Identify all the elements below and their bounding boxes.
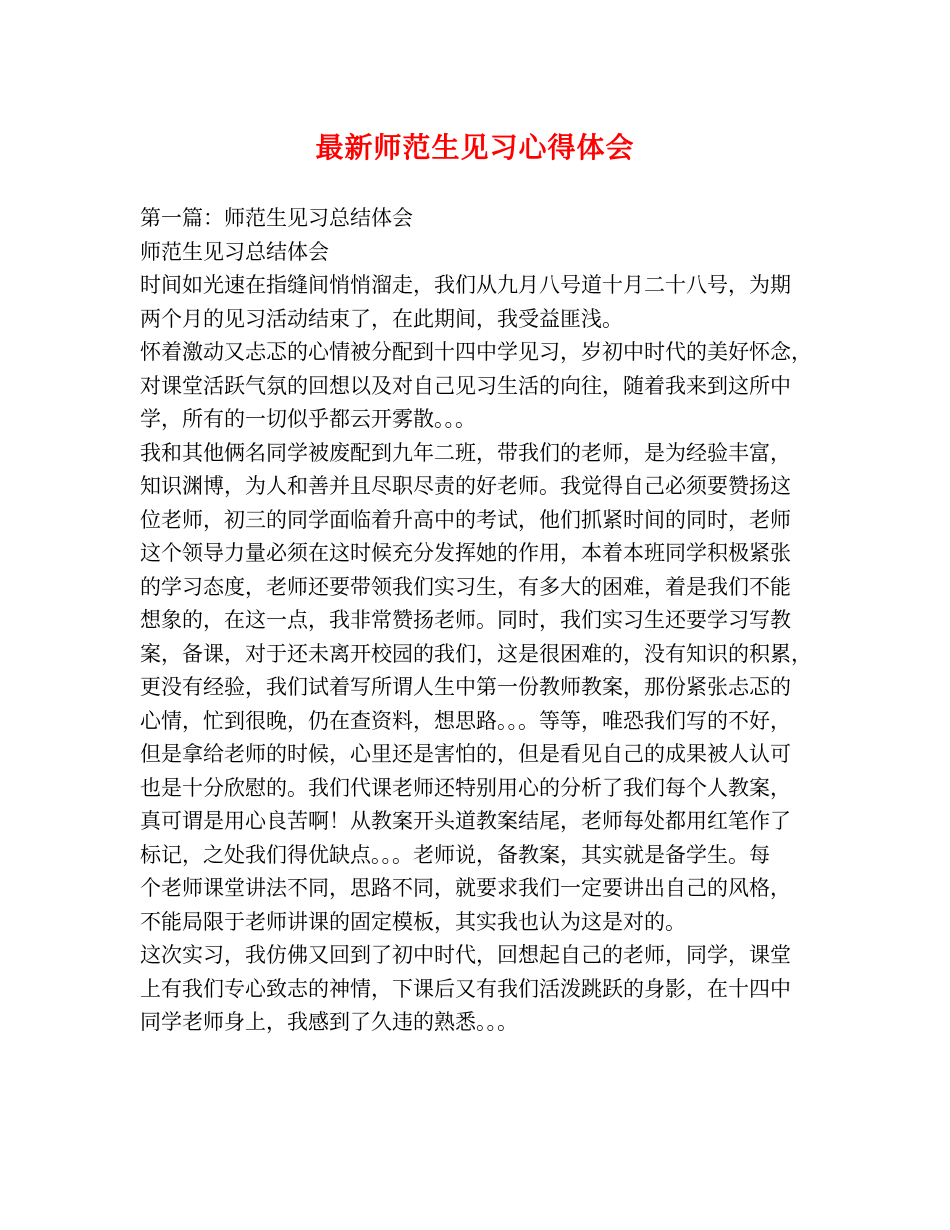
text-line: 知识渊博，为人和善并且尽职尽责的好老师。我觉得自己必须要赞扬这 (140, 474, 791, 498)
text-line: 怀着激动又忐忑的心情被分配到十四中学见习，岁初中时代的美好怀念， (140, 340, 812, 364)
document-title: 最新师范生见习心得体会 (315, 131, 635, 164)
text-line: 时间如光速在指缝间悄悄溜走，我们从九月八号道十月二十八号，为期 (140, 273, 791, 297)
text-line: 我和其他俩名同学被废配到九年二班，带我们的老师，是为经验丰富， (140, 440, 791, 465)
text-line: 案，备课，对于还未离开校园的我们，这是很困难的，没有知识的积累， (140, 641, 812, 666)
text-line: 两个月的见习活动结束了，在此期间，我受益匪浅。 (140, 306, 623, 331)
text-line: 师范生见习总结体会 (140, 239, 329, 264)
text-line: 位老师，初三的同学面临着升高中的考试，他们抓紧时间的同时，老师 (140, 507, 791, 532)
text-line: 上有我们专心致志的神情，下课后又有我们活泼跳跃的身影，在十四中 (140, 976, 791, 1001)
text-line: 的学习态度，老师还要带领我们实习生，有多大的困难，着是我们不能 (140, 574, 791, 599)
text-line: 心情，忙到很晚，仍在查资料，想思路。。。等等，唯恐我们写的不好， (140, 708, 791, 733)
text-line: 但是拿给老师的时候，心里还是害怕的，但是看见自己的成果被人认可 (140, 742, 791, 766)
document-body (140, 202, 820, 1040)
text-line: 同学老师身上，我感到了久违的熟悉。。。 (140, 1010, 518, 1034)
text-line: 这次实习，我仿佛又回到了初中时代，回想起自己的老师，同学，课堂 (140, 943, 791, 967)
text-line: 第一篇：师范生见习总结体会 (140, 206, 413, 230)
text-line: 个老师课堂讲法不同，思路不同，就要求我们一定要讲出自己的风格， (140, 876, 791, 900)
text-line: 这个领导力量必须在这时候充分发挥她的作用，本着本班同学积极紧张 (140, 541, 791, 565)
text-line: 更没有经验，我们试着写所谓人生中第一份教师教案，那份紧张忐忑的 (140, 675, 791, 699)
text-line: 对课堂活跃气氛的回想以及对自己见习生活的向往，随着我来到这所中 (140, 373, 791, 398)
text-line: 想象的，在这一点，我非常赞扬老师。同时，我们实习生还要学习写教 (140, 608, 791, 632)
text-line: 也是十分欣慰的。我们代课老师还特别用心的分析了我们每个人教案， (140, 775, 791, 800)
text-line: 标记，之处我们得优缺点。。。老师说，备教案，其实就是备学生。每 (140, 842, 770, 867)
text-line: 真可谓是用心良苦啊！从教案开头道教案结尾，老师每处都用红笔作了 (140, 809, 791, 833)
text-line: 学，所有的一切似乎都云开雾散。。。 (140, 407, 476, 431)
text-line: 不能局限于老师讲课的固定模板，其实我也认为这是对的。 (140, 909, 686, 934)
